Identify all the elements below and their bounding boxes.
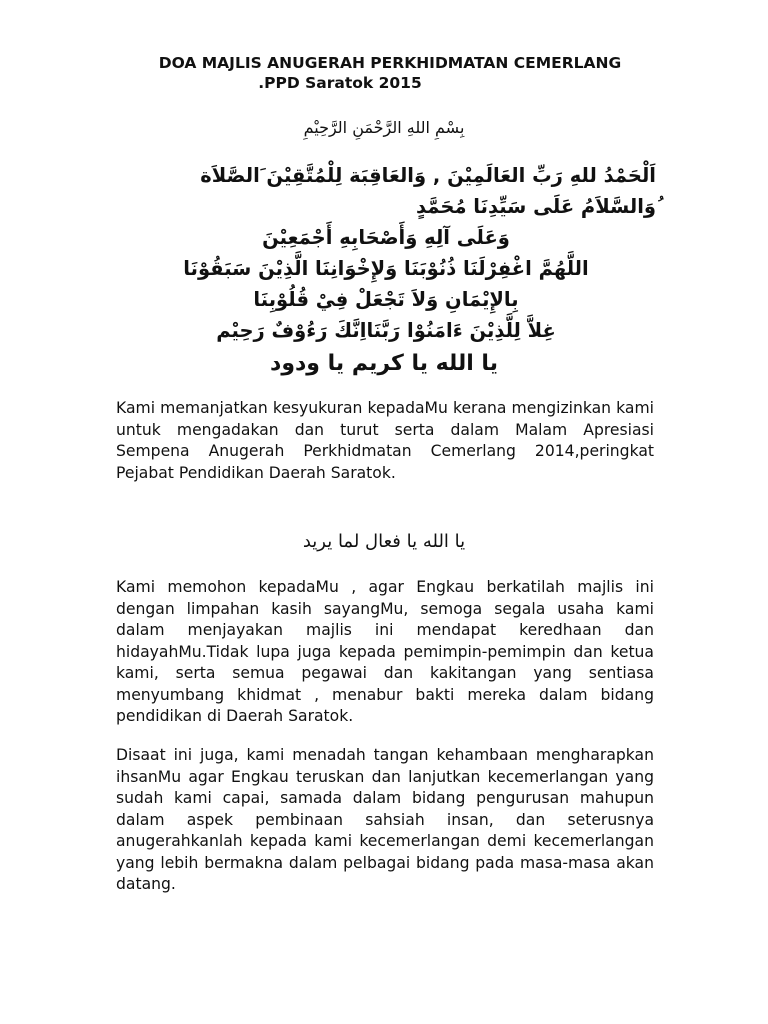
paragraph-1: Kami memanjatkan kesyukuran kepadaMu kerana mengizinkan kami untuk mengadakan dan turut serta dalam Malam Apresiasi Sempena Anugerah Perkhidmatan Cemerlang 2014,peringkat Pejabat Pendidikan Daerah Saratok. [116, 399, 654, 482]
bismillah-text: بِسْمِ اللهِ الرَّحْمَنِ الرَّحِيْمِ [303, 118, 465, 137]
paragraph-3: Disaat ini juga, kami menadah tangan kehambaan mengharapkan ihsanMu agar Engkau teruskan dan lanjutkan kecemerlangan yang sudah kami capai, samada dalam bidang pengurusan mahupun dalam aspek pembinaan sahsiah insan, dan seterusnya anugerahkanlah kepada kami kecemerlangan demi kecemerlangan yang lebih bermakna dalam pelbagai bidang pada masa-masa akan datang. [116, 746, 654, 893]
doa-arabic-block [116, 160, 656, 346]
doa-line: غِلاَّ لِلَّذِيْنَ ءَامَنُوْا رَبَّنَااِنَّكَ رَءُوْفٌ رَحِيْم [216, 319, 556, 342]
doa-line: ُوَالسَّلاَمُ عَلَى سَيِّدِنَا مُحَمَّدٍ [416, 195, 656, 218]
paragraph-2: Kami memohon kepadaMu , agar Engkau berkatilah majlis ini dengan limpahan kasih sayangMu, semoga segala usaha kami dalam menjayakan majlis ini mendapat keredhaan dan hidayahMu.Tidak lupa juga kepada pemimpin-pemimpin dan ketua kami, serta semua pegawai dan kakitangan yang sentiasa menyumbang khidmat , menabur bakti mereka dalam bidang pendidikan di Daerah Saratok. [116, 578, 654, 725]
invocation-heading-2: يا الله يا فعال لما يريد [302, 531, 466, 552]
doa-line: اللَّهُمَّ اغْفِرْلَنَا ذُنُوْبَنَا وَلإِخْوَانِنَا الَّذِيْنَ سَبَقُوْنَا [183, 257, 589, 280]
doa-line: بِالإِيْمَانِ وَلاَ تَجْعَلْ فِيْ قُلُوْبِنَا [253, 288, 519, 311]
document-title-line-1: DOA MAJLIS ANUGERAH PERKHIDMATAN CEMERLANG [158, 54, 622, 72]
doa-line: وَعَلَى آلِهِ وَأَصْحَابِهِ أَجْمَعِيْنَ [262, 226, 510, 249]
invocation-heading-1: يا الله يا كريم يا ودود [270, 351, 498, 376]
doa-line: اَلْحَمْدُ للهِ رَبِّ العَالَمِيْنَ , وَالعَاقِبَة لِلْمُتَّقِيْنَ َالصَّلاَة [200, 164, 656, 187]
document-title-line-2: .PPD Saratok 2015 [258, 74, 422, 92]
